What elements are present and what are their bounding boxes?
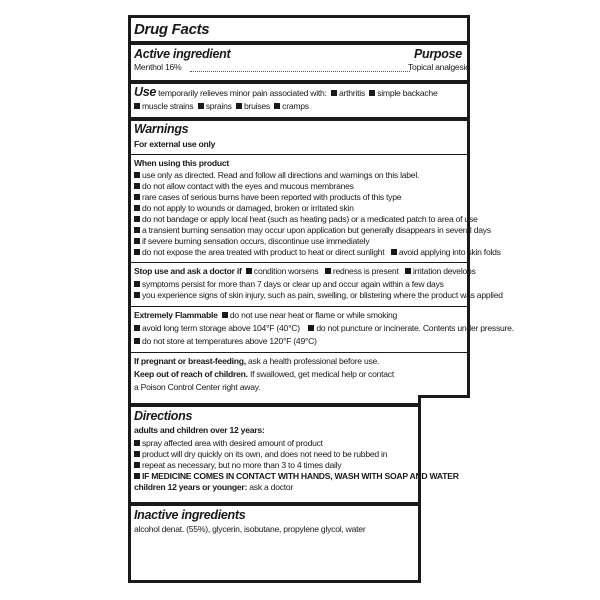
list-item: do not expose the area treated with product to heat or direct sunlight avoid applying into skin folds	[134, 247, 501, 258]
section-divider	[131, 502, 418, 506]
flammable-item: do not use near heat or flame or while smoking	[229, 310, 398, 320]
adults-heading: adults and children over 12 years:	[134, 425, 265, 435]
stop-item: condition worsens	[253, 266, 319, 276]
pregnant-text: ask a health professional before use.	[248, 356, 380, 366]
use-item: muscle strains	[142, 101, 194, 111]
pregnant-heading: If pregnant or breast-feeding,	[134, 356, 246, 366]
stop-list	[134, 279, 503, 301]
use-item: simple backache	[377, 88, 438, 98]
when-using-heading: When using this product	[134, 158, 229, 168]
list-item: rare cases of serious burns have been reported with products of this type	[134, 192, 501, 203]
section-divider	[131, 117, 467, 121]
external-use-text: For external use only	[134, 139, 216, 149]
use-heading: Use	[134, 85, 157, 99]
keep-out-text: If swallowed, get medical help or contact	[249, 369, 394, 379]
list-item: you experience signs of skin injury, such as pain, swelling, or blistering where the product was applied	[134, 290, 503, 301]
stop-use-heading: Stop use and ask a doctor if	[134, 266, 242, 276]
active-ingredient-value: Menthol 16%	[134, 62, 182, 72]
flammable-item: do not store at temperatures above 120°F (49°C)	[142, 336, 317, 346]
thin-divider	[131, 154, 467, 155]
list-item: a transient burning sensation may occur upon application but generally disappears in several days	[134, 225, 501, 236]
use-intro: temporarily relieves minor pain associated with:	[158, 88, 327, 98]
stop-item: irritation develops	[413, 266, 476, 276]
dot-leader	[190, 71, 410, 72]
list-item: repeat as necessary, but no more than 3 to 4 times daily	[134, 460, 459, 471]
list-item: product will dry quickly on its own, and does not need to be rubbed in	[134, 449, 459, 460]
section-divider	[131, 41, 467, 45]
keep-out-heading: Keep out of reach of children.	[134, 369, 248, 379]
list-item: do not bandage or apply local heat (such as heating pads) or a medicated patch to area of use	[134, 214, 501, 225]
section-divider	[131, 403, 418, 407]
flammable-item: avoid long term storage above 104°F (40°C)	[142, 323, 300, 333]
keep-out-text-2: a Poison Control Center right away.	[134, 382, 261, 392]
warnings-heading: Warnings	[134, 122, 189, 136]
use-item: arthritis	[339, 88, 365, 98]
children-heading: children 12 years or younger:	[134, 482, 248, 492]
list-item: spray affected area with desired amount of product	[134, 438, 459, 449]
inactive-heading: Inactive ingredients	[134, 508, 246, 522]
use-item: bruises	[243, 101, 270, 111]
inactive-text: alcohol denat. (55%), glycerin, isobutane, propylene glycol, water	[134, 524, 366, 534]
use-item: cramps	[282, 101, 309, 111]
use-item: sprains	[205, 101, 232, 111]
flammable-item: do not puncture or incinerate. Contents under pressure.	[316, 323, 514, 333]
list-item: do not apply to wounds or damaged, broken or irritated skin	[134, 203, 501, 214]
drug-facts-title: Drug Facts	[134, 21, 210, 38]
directions-heading: Directions	[134, 409, 193, 423]
thin-divider	[131, 306, 467, 307]
list-item: IF MEDICINE COMES IN CONTACT WITH HANDS, WASH WITH SOAP AND WATER	[134, 471, 459, 482]
purpose-heading: Purpose	[414, 47, 462, 61]
flammable-heading: Extremely Flammable	[134, 310, 218, 320]
children-text: ask a doctor	[249, 482, 294, 492]
stop-item: redness is present	[332, 266, 399, 276]
list-item: if severe burning sensation occurs, discontinue use immediately	[134, 236, 501, 247]
section-divider	[131, 80, 467, 84]
thin-divider	[131, 262, 467, 263]
warning-list	[134, 170, 501, 258]
thin-divider	[131, 352, 467, 353]
list-item: use only as directed. Read and follow all directions and warnings on this label.	[134, 170, 501, 181]
skin-folds-text: avoid applying into skin folds	[398, 247, 501, 257]
list-item: do not allow contact with the eyes and mucous membranes	[134, 181, 501, 192]
notch-border	[418, 395, 470, 398]
directions-list	[134, 438, 459, 493]
active-ingredient-heading: Active ingredient	[134, 47, 231, 61]
list-item: symptoms persist for more than 7 days or clear up and occur again within a few days	[134, 279, 503, 290]
purpose-value: Topical analgesic	[408, 62, 470, 72]
